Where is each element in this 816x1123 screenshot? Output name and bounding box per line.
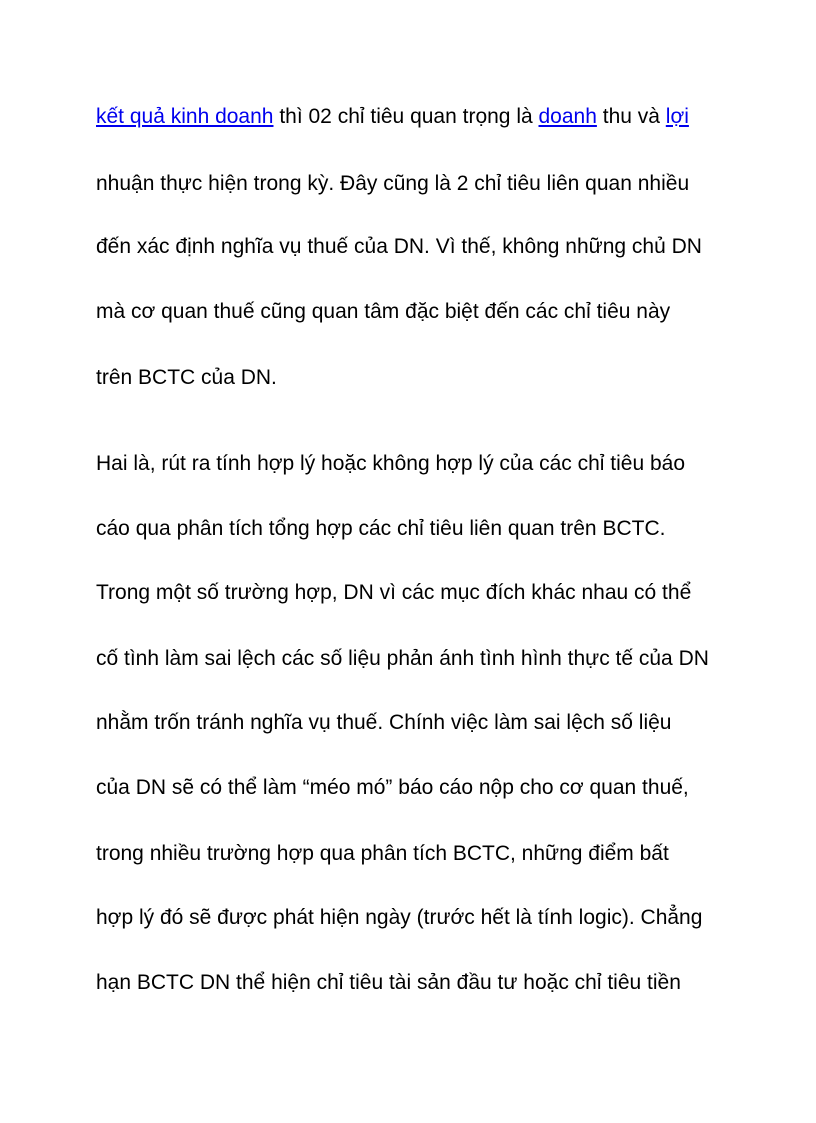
- paragraph-1-line-5: trên BCTC của DN.: [96, 366, 277, 389]
- paragraph-1-line-4: mà cơ quan thuế cũng quan tâm đặc biệt đến các chỉ tiêu này: [96, 300, 671, 323]
- paragraph-2-line-1: Hai là, rút ra tính hợp lý hoặc không hợp lý của các chỉ tiêu báo: [96, 452, 686, 475]
- paragraph-1-line-2: nhuận thực hiện trong kỳ. Đây cũng là 2 chỉ tiêu liên quan nhiều: [96, 172, 690, 195]
- paragraph-1-line-1-text-b: thu và: [596, 105, 666, 128]
- paragraph-2-line-4: cố tình làm sai lệch các số liệu phản ánh tình hình thực tế của DN: [96, 647, 709, 670]
- paragraph-2-line-7: trong nhiều trường hợp qua phân tích BCTC, những điểm bất: [96, 842, 669, 865]
- paragraph-1-line-1-text-a: thì 02 chỉ tiêu quan trọng là: [273, 105, 539, 128]
- link-ket-qua-kinh-doanh[interactable]: kết quả kinh doanh: [96, 105, 274, 128]
- paragraph-1-line-1: [96, 105, 689, 129]
- paragraph-2-line-9: hạn BCTC DN thể hiện chỉ tiêu tài sản đầu tư hoặc chỉ tiêu tiền: [96, 971, 681, 994]
- paragraph-2-line-3: Trong một số trường hợp, DN vì các mục đích khác nhau có thể: [96, 581, 692, 604]
- paragraph-2-line-2: cáo qua phân tích tổng hợp các chỉ tiêu liên quan trên BCTC.: [96, 517, 666, 540]
- paragraph-2-line-5: nhằm trốn tránh nghĩa vụ thuế. Chính việc làm sai lệch số liệu: [96, 711, 672, 734]
- paragraph-1-line-3: đến xác định nghĩa vụ thuế của DN. Vì thế, không những chủ DN: [96, 235, 702, 258]
- link-doanh[interactable]: doanh: [538, 105, 597, 128]
- link-loi[interactable]: lợi: [665, 105, 689, 128]
- paragraph-2-line-6: của DN sẽ có thể làm “méo mó” báo cáo nộp cho cơ quan thuế,: [96, 776, 689, 799]
- paragraph-2-line-8: hợp lý đó sẽ được phát hiện ngày (trước hết là tính logic). Chẳng: [96, 906, 703, 929]
